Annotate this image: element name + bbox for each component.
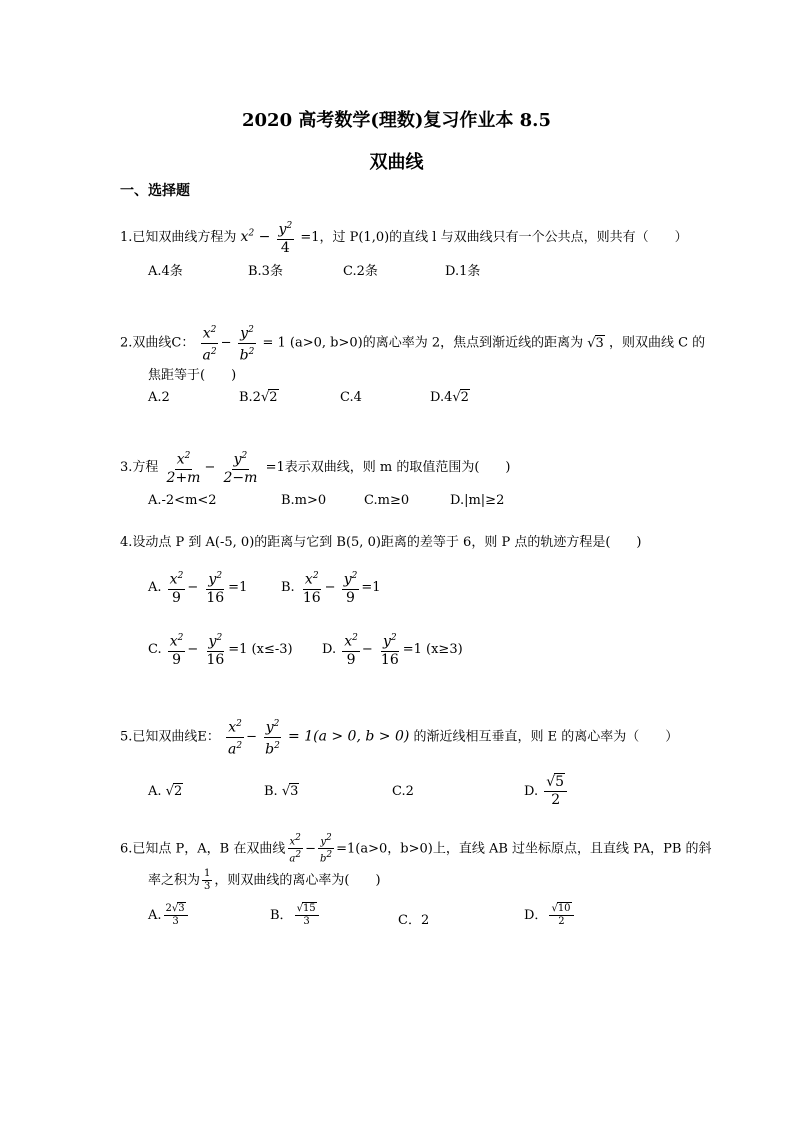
q5-option-d[interactable]: D. $\frac{√5}{2}$ — [524, 774, 569, 809]
q4-option-a[interactable]: A. $\frac{x^2}{9}$ − $\frac{y^2}{16}$ =1 — [148, 568, 247, 607]
question-5: 5.已知双曲线E： $\frac{x^2}{a^2}$ − $\frac{y^2}{b^2}$ = 1(a > 0, b > 0) 的渐近线相互垂直，则 E 的离心率为（ ） — [120, 716, 678, 758]
q5-option-a[interactable]: A. √2 — [148, 784, 183, 799]
q1-option-a[interactable]: A.4条 — [148, 264, 183, 279]
question-2-line2: 焦距等于( ) — [148, 368, 237, 383]
question-4: 4.设动点 P 到 A(-5, 0)的距离与它到 B(5, 0)距离的差等于 6，则 P 点的轨迹方程是( ) — [120, 535, 642, 550]
q2-option-a[interactable]: A.2 — [148, 390, 170, 405]
q2-option-c[interactable]: C.4 — [340, 390, 362, 405]
q3-option-d[interactable]: D.|m|≥2 — [450, 493, 505, 508]
question-6-line2: 率之积为 $\frac{1}{3}$ ，则双曲线的离心率为( ) — [148, 868, 381, 892]
q5-option-c[interactable]: C.2 — [392, 784, 414, 799]
page-title: 2020 高考数学(理数)复习作业本 8.5 — [242, 110, 551, 131]
page-subtitle: 双曲线 — [369, 152, 424, 173]
q3-option-a[interactable]: A.-2<m<2 — [148, 493, 217, 508]
q4-option-d[interactable]: D. $\frac{x^2}{9}$ − $\frac{y^2}{16}$ =1 (x≥3) — [322, 630, 463, 669]
question-3: 3.方程 $\frac{x^2}{2+m}$ − $\frac{y^2}{2-m}$ =1表示双曲线，则 m 的取值范围为( ) — [120, 448, 510, 487]
q6-option-b[interactable]: B． $\frac{√15}{3}$ — [270, 903, 321, 928]
q1-option-d[interactable]: D.1条 — [445, 264, 481, 279]
fraction: $\frac{y^2}{4}$ — [277, 218, 295, 257]
q2-option-d[interactable]: D.4√2 — [430, 390, 469, 405]
q2-option-b[interactable]: B.2√2 — [239, 390, 278, 405]
q6-option-d[interactable]: D． $\frac{√10}{2}$ — [524, 903, 576, 928]
q3-option-b[interactable]: B.m>0 — [281, 493, 327, 508]
section-heading: 一、选择题 — [120, 183, 190, 199]
q6-option-c[interactable]: C．2 — [398, 913, 430, 928]
q5-option-b[interactable]: B. √3 — [264, 784, 299, 799]
q1-option-c[interactable]: C.2条 — [343, 264, 378, 279]
q4-option-b[interactable]: B. $\frac{x^2}{16}$ − $\frac{y^2}{9}$ =1 — [281, 568, 381, 607]
q4-option-c[interactable]: C. $\frac{x^2}{9}$ − $\frac{y^2}{16}$ =1 (x≤-3) — [148, 630, 293, 669]
q1-option-b[interactable]: B.3条 — [248, 264, 283, 279]
q3-option-c[interactable]: C.m≥0 — [364, 493, 410, 508]
question-6: 6.已知点 P，A，B 在双曲线 $\frac{x^2}{a^2}$ − $\frac{y^2}{b^2}$ =1(a>0，b>0)上，直线 AB 过坐标原点，且直线 PA，PB 的斜 — [120, 833, 712, 865]
question-2: 2.双曲线C： $\frac{x^2}{a^2}$ − $\frac{y^2}{b^2}$ = 1 (a>0, b>0)的离心率为 2，焦点到渐近线的距离为 √3 ，则双曲线 C 的 — [120, 322, 705, 364]
question-1: 1.已知双曲线方程为 $x^2$ − $\frac{y^2}{4}$ =1，过 P(1,0)的直线 l 与双曲线只有一个公共点，则共有（ ） — [120, 218, 688, 257]
q6-option-a[interactable]: A. $\frac{2√3}{3}$ — [148, 903, 190, 928]
